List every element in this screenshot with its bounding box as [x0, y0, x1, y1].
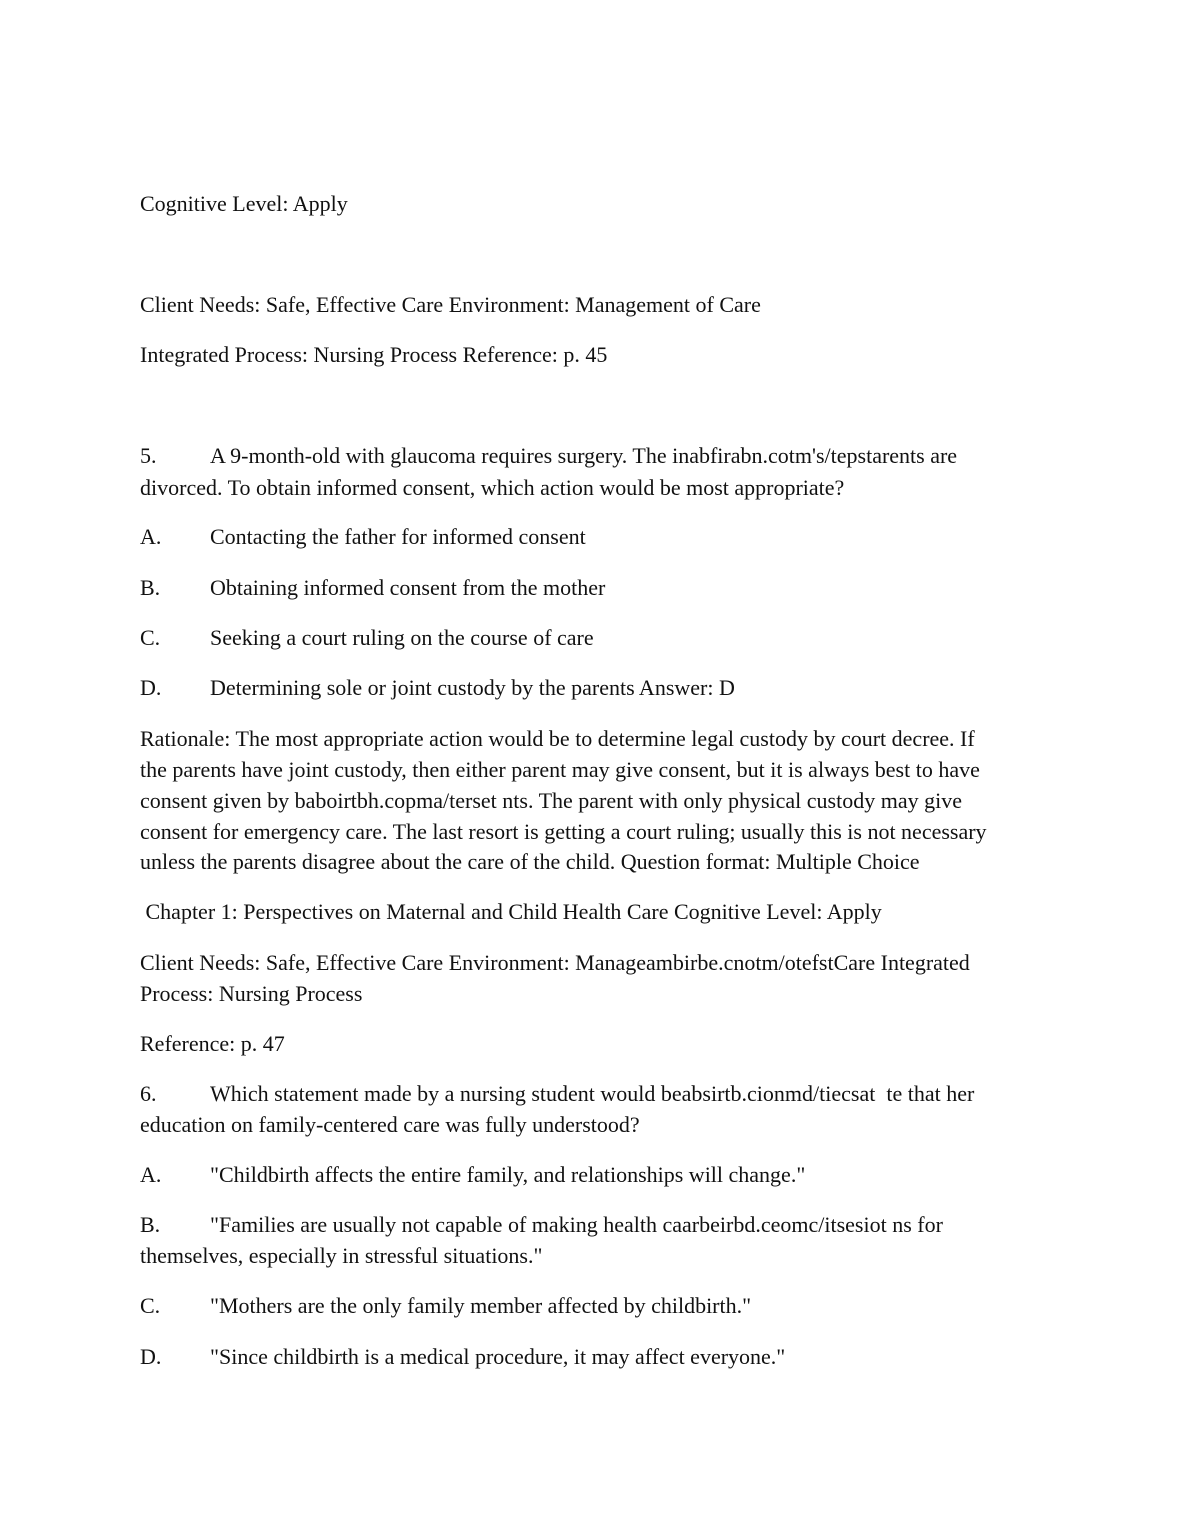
rationale-line: consent for emergency care. The last resort is getting a court ruling; usually this is not necessary: [140, 819, 987, 844]
option-label: C.: [140, 625, 161, 650]
rationale-line: consent given by baboirtbh.copma/terset nts. The parent with only physical custody may give: [140, 788, 962, 813]
option-text: Obtaining informed consent from the mother: [210, 575, 606, 600]
q5-stem: [140, 440, 957, 471]
option-text: Determining sole or joint custody by the parents Answer: D: [210, 675, 735, 700]
q5-option-c: [140, 622, 594, 653]
q6-option-b-line2: themselves, especially in stressful situations.": [140, 1243, 543, 1268]
option-label: D.: [140, 675, 162, 700]
q5-option-b: [140, 572, 605, 603]
option-label: C.: [140, 1293, 161, 1318]
q6-option-b: [140, 1209, 943, 1240]
option-text: "Mothers are the only family member affected by childbirth.": [210, 1293, 752, 1318]
q5-option-d: [140, 672, 735, 703]
q6-option-a: [140, 1159, 805, 1190]
q6-number: 6.: [140, 1081, 157, 1106]
option-label: A.: [140, 524, 162, 549]
q6-option-c: [140, 1290, 751, 1321]
client-needs: Client Needs: Safe, Effective Care Environment: Management of Care: [140, 292, 761, 317]
reference: Reference: p. 47: [140, 1031, 285, 1056]
q5-number: 5.: [140, 443, 157, 468]
q6-stem: [140, 1078, 974, 1109]
option-text: "Childbirth affects the entire family, and relationships will change.": [210, 1162, 806, 1187]
option-label: D.: [140, 1344, 162, 1369]
rationale-line: the parents have joint custody, then either parent may give consent, but it is always best to have: [140, 757, 980, 782]
q6-stem-line2: education on family-centered care was fully understood?: [140, 1112, 640, 1137]
client-needs-line2: Process: Nursing Process: [140, 981, 363, 1006]
chapter-line: Chapter 1: Perspectives on Maternal and Child Health Care Cognitive Level: Apply: [140, 899, 882, 924]
integrated-process: Integrated Process: Nursing Process Reference: p. 45: [140, 342, 608, 367]
cognitive-level: Cognitive Level: Apply: [140, 191, 348, 216]
q5-stem-line2: divorced. To obtain informed consent, which action would be most appropriate?: [140, 475, 845, 500]
option-label: B.: [140, 575, 161, 600]
rationale-line: Rationale: The most appropriate action would be to determine legal custody by court decree. If: [140, 726, 975, 751]
q6-stem-line1: Which statement made by a nursing student would beabsirtb.cionmd/tiecsat te that her: [210, 1081, 975, 1106]
option-text: "Families are usually not capable of making health caarbeirbd.ceomc/itsesiot ns for: [210, 1212, 943, 1237]
option-text: Seeking a court ruling on the course of care: [210, 625, 594, 650]
q5-option-a: [140, 521, 586, 552]
option-label: A.: [140, 1162, 162, 1187]
option-label: B.: [140, 1212, 161, 1237]
option-text: Contacting the father for informed consent: [210, 524, 586, 549]
q6-option-d: [140, 1341, 785, 1372]
client-needs-line1: Client Needs: Safe, Effective Care Environment: Manageambirbe.cnotm/otefstCare Integrated: [140, 950, 970, 975]
rationale-line: unless the parents disagree about the care of the child. Question format: Multiple Choice: [140, 849, 920, 874]
q5-stem-line1: A 9-month-old with glaucoma requires surgery. The inabfirabn.cotm's/tepstarents are: [210, 443, 958, 468]
option-text: "Since childbirth is a medical procedure, it may affect everyone.": [210, 1344, 786, 1369]
